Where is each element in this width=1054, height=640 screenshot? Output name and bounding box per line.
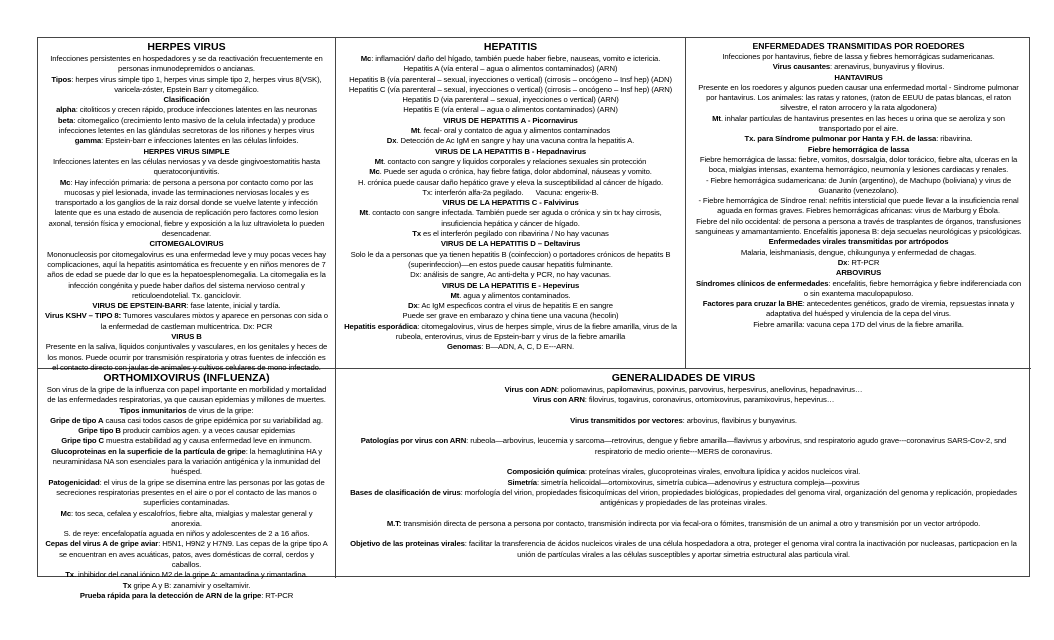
text-run: Infecciones por hantavirus, fiebre de lassa y fiebres hemorrágicas sudamericanas. — [722, 52, 995, 61]
text-line — [45, 426, 328, 436]
text-line — [693, 320, 1024, 330]
text-run: Infecciones persistentes en hospedadores y se da reactivación frecuentemente en personas inmunodepremidos o ancianas. — [50, 54, 323, 74]
text-run: - Fiebre hemorrágica de Síndroe renal: nefritis intersticial que puede llevar a la insuficiencia renal aguada en formas graves. Fiebres hemorrágicas africanas: virus de Marburg y Ébola. — [698, 196, 1019, 216]
text-run-bold: Objetivo de las proteinas virales — [350, 539, 465, 549]
panel-title-herpes: HERPES VIRUS — [147, 41, 226, 53]
text-run-bold: Prueba rápida para la detección de ARN de la gripe — [79, 590, 262, 600]
text-run-bold: Dx — [386, 136, 397, 146]
panel-orthomixovirus-influenza — [38, 369, 336, 600]
text-run: muestra estabilidad ag y causa enfermedad leve en inmuncm. — [104, 436, 312, 446]
text-run: . inhalar partículas de hantavirus presentes en las heces u orina que se aeroliza y son transportado por el aire. — [720, 113, 1005, 134]
text-line — [343, 126, 678, 136]
text-run-bold: VIRUS B — [171, 332, 202, 342]
text-line — [343, 54, 678, 64]
text-run-bold: CITOMEGALOVIRUS — [149, 239, 224, 249]
text-run: Hepatitis D (via parenteral – sexual, inyecciones o vertical) (ARN) — [402, 95, 619, 105]
text-run-bold: M.T: — [386, 518, 402, 528]
text-run-bold: Cepas del virus A de gripe aviar — [45, 539, 159, 549]
text-run: de virus de la gripe: — [186, 405, 254, 415]
text-line — [343, 178, 678, 188]
text-line — [343, 85, 678, 95]
text-line — [343, 208, 678, 229]
text-run-bold: HERPES VIRUS SIMPLE — [143, 146, 230, 156]
text-line — [343, 157, 678, 167]
text-run-bold: Síndromes clínicos de enfermedades — [695, 278, 829, 288]
text-line — [45, 332, 328, 342]
panel-body-generalidades — [348, 385, 1019, 560]
text-run: Hepatitis A (vía enteral – agua o alimentos contaminados) (ARN) — [403, 64, 618, 74]
text-line — [693, 83, 1024, 114]
text-run-bold: Mc — [59, 177, 71, 187]
text-run-bold: Mt — [374, 156, 384, 166]
text-run-bold: Genomas — [446, 342, 482, 352]
text-run: : encefalitis, fiebre hemorrágica y fiebre indiferenciada con o sin exantema maculopapuloso. — [803, 278, 1022, 298]
text-run-bold: Mc — [360, 54, 372, 63]
text-line — [343, 322, 678, 343]
text-line — [45, 105, 328, 115]
text-line — [343, 188, 678, 198]
text-run: : arenavirus, bunyavirus y filovirus. — [830, 62, 945, 72]
text-run: es el interferón pegilado con ribavirina / No hay vacunas — [421, 229, 609, 239]
text-line — [45, 478, 328, 509]
text-line — [348, 436, 1019, 457]
text-run: Solo le da a personas que ya tienen hepatitis B (coinfeccion) o portadores crónicos de hepatits B (superinfeccion)—en estos puede causar hepatitis fulminante. — [350, 249, 671, 269]
text-run: : arbovirus, flavibirus y bunyavirus. — [682, 415, 797, 425]
text-run: Puede ser grave en embarazo y china tiene una vacuna (hecolin) — [402, 311, 619, 321]
text-line — [45, 239, 328, 249]
text-run: : fase latente, inicial y tardía. — [186, 301, 281, 311]
text-line — [45, 416, 328, 426]
text-run: : citomegalico (crecimiento lento masivo de la celula infectada) y produce infecciones letentes en las glándulas secretoras de los riñones y herpes virus — [58, 115, 316, 136]
text-run: Fiebre amarilla: vacuna cepa 17D del virus de la fiebre amarilla. — [753, 319, 964, 329]
text-line — [693, 258, 1024, 268]
text-line — [45, 95, 328, 105]
text-run-bold: VIRUS DE HEPATITIS A - Picornavirus — [443, 115, 578, 125]
text-line — [343, 167, 678, 177]
panel-body-herpes — [45, 54, 328, 373]
text-line — [343, 147, 678, 157]
text-line — [45, 54, 328, 75]
text-run-bold: Dx — [408, 301, 418, 311]
text-line — [693, 237, 1024, 247]
text-run: . fecal- oral y contatco de agua y alimentos contaminados — [419, 126, 611, 136]
text-run: Presente en la saliva, liquidos conjuntivales y vasculares, en los genitales y heces de los monos. Puede ocurrir por transmisión respiratoria y otras fuentes de infección es el contacto directo con jaulas de animales y cultivos celulares de mono infectado. — [45, 342, 328, 372]
text-run: Malaria, leishmaniasis, dengue, chikungunya y enfermedad de chagas. — [740, 247, 977, 257]
text-line — [693, 176, 1024, 197]
text-run-bold: Bases de clasificación de virus — [350, 487, 461, 497]
text-run: : el virus de la gripe se disemina entre las personas por las gotas de secreciones respiratorias presentes en el aire o por el contacto de las manos o superficies contaminadas. — [56, 477, 325, 508]
text-run: . contacto con sangre y liquidos corporales y relaciones sexuales sin protección — [383, 156, 647, 166]
text-line — [693, 62, 1024, 72]
text-run: : ribavirina. — [936, 134, 973, 144]
text-run: : H5N1, H9N2 y H7N9. Las cepas de la gripe tipo A se encuentran en aves acuáticas, patos, aves domésticas de corral, cerdos y caballos. — [59, 539, 328, 570]
text-run: Fiebre hemorrágica de lassa: fiebre, vomitos, dosrsalgia, dolor torácico, fiebre alta, ulceras en la boca, mialgias intensas, exantema hemorrágico, neumonía y lesiones cardiacas y renales. — [699, 154, 1018, 175]
text-run-bold: Tx. para Síndrome pulmonar por Hanta y F.H. de lassa — [744, 134, 937, 144]
text-line — [45, 311, 328, 332]
text-line — [45, 75, 328, 96]
text-line — [45, 570, 328, 580]
text-run: Dx: análisis de sangre, Ac anti-delta y PCR, no hay vacunas. — [410, 270, 611, 280]
text-run: : filovirus, togavirus, coronavirus, ortomixovirus, paramixovirus, hepevirus… — [584, 395, 835, 405]
text-run: : facilitar la transferencia de ácidos nucleicos virales de una célula hospedadora a otra, proteger el genoma viral contra la inactivación por nucleasas, particpacion en la unión de partículas virales a las células susceptibles y aportar simetria estructural alas particula viral. — [464, 539, 1017, 559]
text-line — [693, 268, 1024, 278]
text-run-bold: Virus con ADN — [504, 385, 557, 394]
text-run: Tx: interferón alfa-2a pegilado. Vacuna: engerix-B. — [422, 187, 599, 197]
text-line — [693, 217, 1024, 238]
text-line — [45, 406, 328, 416]
text-line — [45, 178, 328, 240]
panel-generalidades-virus — [336, 369, 1031, 578]
text-run-bold: Virus transmitidos por vectores — [570, 415, 683, 425]
text-run-bold: Dx — [837, 257, 848, 267]
text-run: Hepatitis C (vía parenteral – sexual, inyecciones o vertical) (cirrosis – oncógeno – Insf hep) (ARN) — [348, 84, 673, 94]
text-run: Presente en los roedores y algunos pueden causar una enfermedad mortal - Sindrome pulmonar por hantavirus. Los animales: las ratas y ratones, (raton de EEUU de patas blancas, el raton silvestre, el raton arrocero y la rata algodonera) — [698, 82, 1019, 113]
text-line — [693, 134, 1024, 144]
text-run: : Hay infección primaria: de persona a persona por contacto como por las mucosas y piel lesionada, invade las terminaciones nerviosas locales y es transportado a los ganglios de la raiz dorsal donde se vuelve latente y infección latente que es una estado de ausencia de replicación pero factores como lesion axonal, tensión física y emocional, fiebre y exposición a la luz ultravioleta lo pueden desencadenar. — [48, 177, 325, 239]
text-line — [693, 248, 1024, 258]
text-run: : Epstein-barr e infecciones latentes en las células linfoides. — [101, 136, 299, 146]
blank-line — [348, 426, 1019, 436]
text-run: . contacto con sangre infectada. También puede ser aguda o crónica y sin tx hay cirrosis, insuficiencia hepática y cáncer de hígado. — [368, 208, 662, 228]
text-line — [348, 395, 1019, 405]
blank-line — [348, 457, 1019, 467]
text-line — [693, 73, 1024, 83]
text-run: . Puede ser aguda o crónica, hay fiebre fatiga, dolor abdominal, náuseas y vomito. — [379, 167, 652, 177]
text-line — [693, 279, 1024, 300]
text-line — [343, 75, 678, 85]
text-run: : citoliticos y crecen rápido, produce infecciones latentes en las neuronas — [75, 105, 317, 115]
text-run: : antecedentes genéticos, grado de viremia, repsuestas innata y adaptativa del huésped y virulencia de la cepa del virus. — [766, 299, 1015, 319]
text-run-bold: Clasificación — [163, 95, 210, 105]
panel-title-hepatitis: HEPATITIS — [483, 41, 538, 53]
text-run-bold: beta — [57, 115, 74, 125]
text-run-bold: Gripe tipo C — [61, 436, 105, 446]
text-run-bold: Tx — [412, 229, 421, 239]
text-line — [45, 136, 328, 146]
text-line — [45, 509, 328, 530]
text-run-bold: Mt — [410, 126, 420, 136]
text-run: : simetría helicoidal—ortomixovirus, simetría cubica—adenovirus y estructura compleja—poxvirus — [536, 477, 860, 487]
text-run-bold: Mt — [712, 113, 721, 123]
text-run: : la hemaglutinina HA y neuraminidasa NA son esenciales para la variación antigénica y la inmunidad del huésped. — [52, 446, 323, 477]
text-run-bold: Virus causantes — [772, 62, 831, 72]
panel-enfermedades-roedores — [686, 38, 1031, 369]
text-line — [45, 447, 328, 478]
text-line — [343, 301, 678, 311]
text-run: : proteínas virales, glucoproteinas virales, envoltura lipídica y acidos nucleicos viral. — [584, 467, 861, 477]
text-line — [693, 155, 1024, 176]
text-run-bold: VIRUS DE LA HEPATITIS E - Hepevirus — [441, 280, 580, 290]
text-run: : Ac IgM especficos contra el virus de hepatitis E en sangre — [417, 301, 613, 311]
text-run-bold: Hepatitis esporádica — [344, 321, 418, 331]
text-run: causa casi todos casos de gripe epidémica por su variabilidad ag. — [103, 415, 323, 425]
text-run: Hepatitis B (vía parenteral – sexual, inyecciones o vertical) (cirrosis – oncógeno – Insf hep) (ADN) — [349, 74, 672, 84]
text-run-bold: Enfermedades virales transmitidas por artrópodos — [768, 237, 949, 247]
text-run-bold: Simetría — [507, 477, 537, 487]
text-run-bold: Patologías por virus con ARN — [360, 436, 467, 446]
text-run: S. de reye: encefalopatía aguada en niños y adolescentes de 2 a 16 años. — [63, 529, 310, 539]
text-line — [45, 529, 328, 539]
text-line — [343, 311, 678, 321]
text-run: producir cambios agen. y a veces causar epidemias — [120, 426, 295, 436]
text-run: H. crónica puede causar daño hepático grave y eleva la susceptibilidad al cáncer de hígado. — [357, 177, 663, 187]
text-run: : tos seca, cefalea y escalofríos, fiebre alta, mialgias y malestar general y anorexia. — [71, 508, 313, 528]
text-run: : RT-PCR — [261, 590, 294, 600]
blank-line — [348, 509, 1019, 519]
text-run-bold: VIRUS DE LA HEPATITIS C - Falvivirus — [442, 198, 579, 208]
text-run: transmisión directa de persona a persona por contacto, transmisión indirecta por via fecal-ora o fómites, transmisión de un animal a otro y transmisión por un vector artrópodo. — [401, 518, 981, 528]
blank-line — [348, 529, 1019, 539]
panel-title-influenza: ORTHOMIXOVIRUS (INFLUENZA) — [103, 372, 270, 384]
text-run: Tumores vasculares mixtos y aparece en personas con sida o la enfermedad de castleman multicentrica. Dx: PCR — [100, 311, 328, 331]
text-run-bold: HANTAVIRUS — [834, 72, 883, 82]
text-run: : RT-PCR — [847, 257, 880, 267]
panel-body-hepatitis — [343, 54, 678, 353]
text-run-bold: VIRUS DE LA HEPATITIS D – Deltavirus — [440, 239, 581, 249]
text-line — [343, 270, 678, 280]
text-line — [45, 301, 328, 311]
text-run: Mononucleosis por citomegalovirus es una enfermedad leve y muy pocas veces hay complicaciones, aquí la hepatitis asintomática es frecuente y en niños menores de 7 años de edad se puede dar lo que es la hepatoesplenomegalia. La citomegalia es la infección congénita y puede haber daños del sistema nervioso central y reticuloendotelial. Tx. ganciclovir. — [47, 249, 326, 300]
text-line — [343, 281, 678, 291]
text-run-bold: Tipos inmunitarios — [119, 405, 187, 415]
text-line — [348, 467, 1019, 477]
text-run: Infecciones latentes en las células nerviosas y va desde gingivoestomatitis hasta queratoconjuntivitis. — [52, 156, 321, 177]
text-run-bold: Glucoproteinas en la superficie de la partícula de gripe — [50, 446, 246, 456]
text-run-bold: Gripe tipo B — [78, 426, 121, 436]
panel-title-generalidades: GENERALIDADES DE VIRUS — [611, 372, 756, 384]
panel-body-roedores — [693, 52, 1024, 330]
text-run: Fiebre del nilo occidental: de persona a persona a través de trasplantes de órganos, transfusiones sanguineas y amamantamiento. Encefalitis japonesa B: deja secuelas neurológicas y psicológicas. — [695, 216, 1022, 237]
text-line — [348, 385, 1019, 395]
text-run-bold: Tx — [122, 580, 132, 590]
text-run-bold: Mc — [60, 508, 72, 518]
text-run: - Fiebre hemorrágica sudamericana: de Junín (argentino), de Machupo (boliviana) y virus de Guanarito (venezolano). — [705, 175, 1012, 195]
text-line — [343, 342, 678, 352]
text-line — [343, 64, 678, 74]
text-run-bold: Mc — [369, 167, 380, 177]
text-run-bold: Gripe de tipo A — [50, 415, 104, 425]
text-line — [45, 157, 328, 178]
text-run-bold: Fiebre hemorrágica de lassa — [807, 144, 910, 154]
text-line — [343, 95, 678, 105]
panel-herpes-virus — [38, 38, 336, 372]
text-line — [693, 196, 1024, 217]
text-line — [45, 436, 328, 446]
text-run: . agua y alimentos contaminados. — [459, 290, 571, 300]
text-line — [348, 539, 1019, 560]
text-line — [693, 299, 1024, 320]
text-run: gripe A y B: zanamivir y oseltamivir. — [131, 580, 251, 590]
text-line — [343, 229, 678, 239]
text-run: : inflamación/ daño del hígado, también puede haber fiebre, nauseas, vomito e ictericia. — [371, 54, 661, 63]
text-run-bold: Mt — [359, 208, 369, 218]
text-run-bold: Composición química — [506, 467, 585, 477]
text-line — [343, 239, 678, 249]
panel-body-influenza — [45, 385, 328, 601]
text-line — [343, 136, 678, 146]
text-line — [45, 116, 328, 137]
text-line — [348, 519, 1019, 529]
panel-title-roedores: ENFERMEDADES TRANSMITIDAS POR ROEDORES — [752, 41, 965, 51]
text-line — [343, 198, 678, 208]
text-line — [343, 116, 678, 126]
text-run: : rubeola—arbovirus, leucemia y sarcoma—retrovirus, dengue y fiebre amarilla—flavivrus y arbovirus, snd respiratorio agudo grave---coronavirus SARS-Cov-2, snd respiratorio de medio oriente---MERS de coronavirus. — [466, 436, 1007, 456]
text-run: Hepatitis E (vía enteral – agua o alimentos contaminados) (ARN) — [403, 105, 618, 115]
panel-hepatitis — [336, 38, 686, 369]
text-run: : morfología del virion, propiedades fisicoquímicas del virion, propiedades biológicas, propiedades del genoma viral, organización del genoma y replicación, propiedades antigénicas y propiedades de las proteinas virales. — [460, 487, 1017, 508]
text-run-bold: Mt — [450, 290, 460, 300]
text-run-bold: Virus con ARN — [532, 395, 585, 405]
text-line — [693, 52, 1024, 62]
text-run: : B—ADN, A, C, D E---ARN. — [481, 342, 575, 352]
text-run-bold: VIRUS DE LA HEPATITIS B - Hepadnavirus — [434, 146, 587, 156]
text-run: : poliomavirus, papilomavirus, poxvirus, parvovirus, herpesvirus, anellovirus, hepadnavirus… — [556, 385, 863, 394]
text-run: : herpes virus simple tipo 1, herpes virus simple tipo 2, herpes virus 8(VSK), varicela-zóster, Epstein Barr y citomegálico. — [71, 74, 322, 94]
text-line — [348, 416, 1019, 426]
text-run-bold: Virus KSHV – TIPO 8: — [45, 311, 122, 321]
text-run: . inhibidor del canal iónico M2 de la gripe A: amantadina y rimantadina. — [73, 570, 308, 580]
text-line — [45, 250, 328, 301]
text-line — [45, 147, 328, 157]
text-line — [45, 581, 328, 591]
text-run-bold: Factores para cruzar la BHE — [702, 299, 803, 309]
text-line — [343, 291, 678, 301]
text-line — [45, 385, 328, 406]
text-run-bold: Patogenicidad — [48, 477, 100, 487]
text-run-bold: Tipos — [51, 74, 72, 84]
text-run: : citomegalovirus, virus de herpes simple, virus de la fiebre amarilla, virus de la rubeola, enterovirus, virus de Epstein-barr y virus de la fiebre amarilla — [395, 321, 677, 342]
blank-line — [348, 406, 1019, 416]
text-run-bold: gamma — [74, 136, 102, 146]
text-run: . Detección de Ac IgM en sangre y hay una vacuna contra la hepatitis A. — [396, 136, 635, 146]
text-line — [45, 539, 328, 570]
text-line — [348, 488, 1019, 509]
text-line — [693, 145, 1024, 155]
text-line — [348, 478, 1019, 488]
text-line — [693, 114, 1024, 135]
text-line — [343, 105, 678, 115]
notes-table — [37, 37, 1030, 600]
text-run: Son virus de la gripe de la influenza con papel importante en morbilidad y mortalidad de las enfermedades respiratorias, ya que causan epidemias y millones de muertes. — [46, 385, 327, 405]
text-run-bold: Tx — [65, 570, 74, 580]
text-line — [45, 591, 328, 601]
text-run-bold: ARBOVIRUS — [835, 268, 882, 278]
text-line — [343, 250, 678, 271]
text-run-bold: alpha — [56, 105, 76, 115]
text-run-bold: VIRUS DE EPSTEIN-BARR — [92, 301, 187, 311]
